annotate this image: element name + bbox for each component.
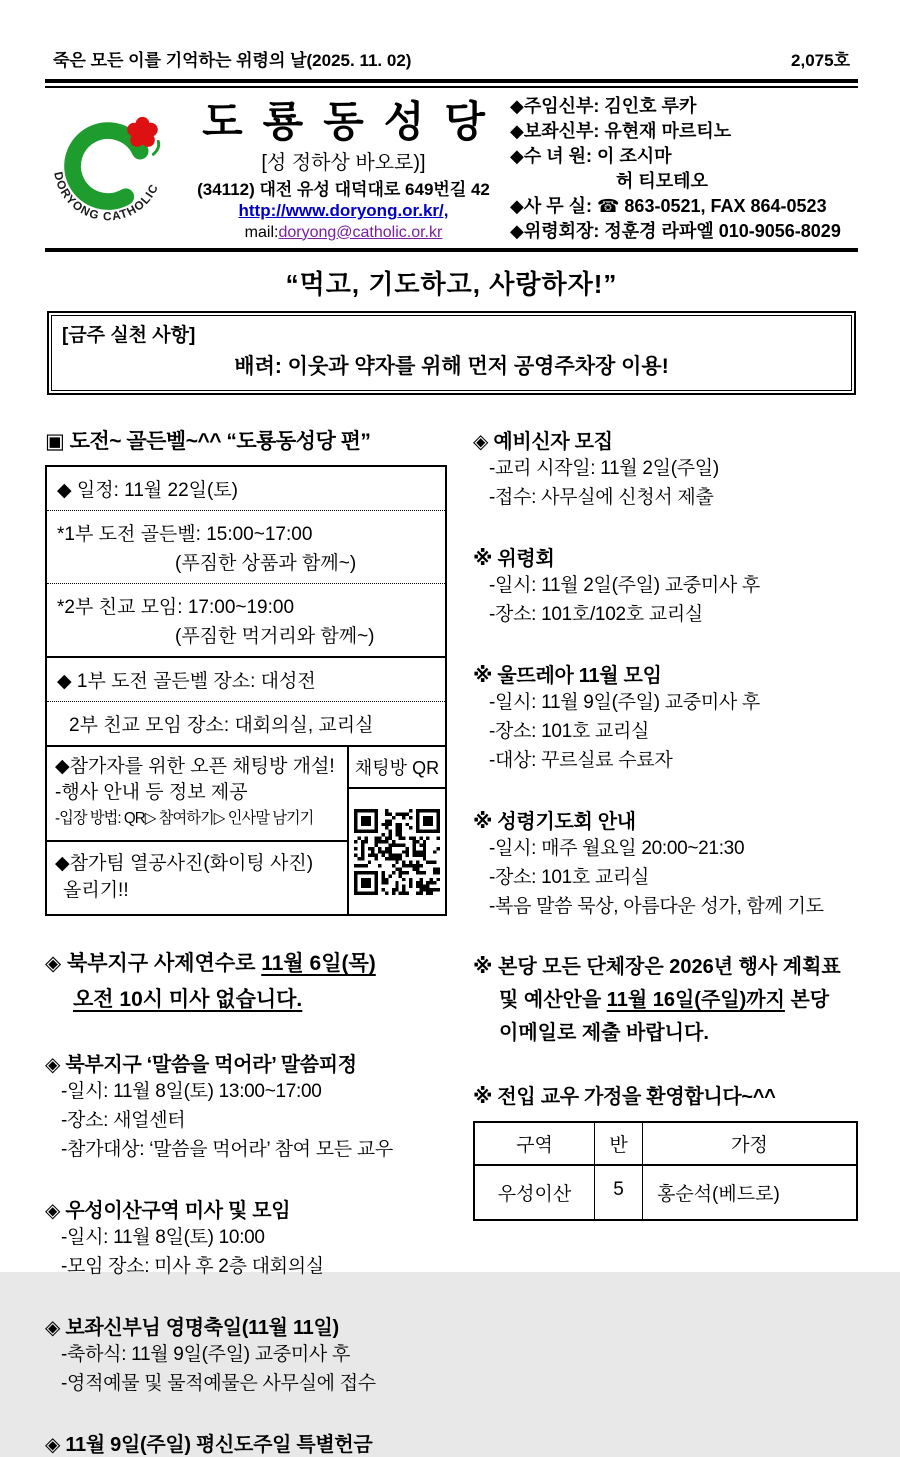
mail-label: mail:	[244, 223, 279, 241]
website-link[interactable]: http://www.doryong.or.kr/,	[238, 201, 449, 221]
qr-label: 채팅방 QR	[349, 747, 445, 789]
gb-part2-row	[47, 584, 445, 658]
wiryeonghoe-line: -장소: 101호/102호 교리실	[489, 604, 703, 625]
practice-box	[47, 311, 856, 395]
contact-pastor: ◆주임신부: 김인호 루카	[510, 96, 697, 116]
word-retreat-title: ◈ 북부지구 ‘말씀을 먹어라’ 말씀피정	[45, 1054, 357, 1076]
wooseong-line: -모임 장소: 미사 후 2층 대회의실	[61, 1256, 324, 1277]
cell-family: 홍순석(베드로)	[657, 1184, 780, 1205]
feast-line: -축하식: 11월 9일(주일) 교중미사 후	[61, 1344, 351, 1365]
memorial-day-text: 죽은 모든 이를 기억하는 위령의 날(2025. 11. 02)	[53, 51, 412, 70]
transfer-table-row	[475, 1166, 856, 1219]
gb-part1-row	[47, 511, 445, 584]
section-ultreya	[473, 659, 858, 775]
top-header	[45, 46, 858, 79]
gb-photo-info	[47, 842, 347, 914]
masthead-center	[177, 96, 510, 243]
patron-saint: [성 정하상 바오로)]	[261, 152, 426, 174]
issue-number: 2,075호	[791, 51, 850, 70]
section-wiryeonghoe	[473, 542, 858, 629]
no-mass-line2: 오전 10시 미사 없습니다.	[73, 988, 303, 1011]
ultreya-line: -장소: 101호 교리실	[489, 721, 650, 742]
feast-line: -영적예물 및 물적예물은 사무실에 접수	[61, 1373, 376, 1394]
plan-deadline: 11월 16일(주일)까지	[606, 989, 785, 1011]
wiryeonghoe-line: -일시: 11월 2일(주일) 교중미사 후	[489, 575, 760, 596]
col-header-family: 가정	[731, 1135, 768, 1156]
gb-chat-line2: -행사 안내 등 정보 제공	[55, 782, 248, 803]
holy-spirit-line: -일시: 매주 월요일 20:00~21:30	[489, 838, 745, 859]
mail-line	[177, 223, 510, 243]
section-feast-day	[45, 1311, 447, 1398]
plan-line1: ※ 본당 모든 단체장은 2026년 행사 계획표	[473, 956, 841, 978]
header-divider	[45, 79, 858, 88]
no-mass-date: 11월 6일(목)	[261, 952, 376, 975]
catechumen-title: ◈ 예비신자 모집	[473, 431, 613, 453]
transfer-table-header	[475, 1123, 856, 1166]
doryong-logo-icon	[47, 103, 175, 235]
section-plan-submit	[473, 951, 858, 1050]
golden-bell-table	[45, 465, 447, 916]
section-no-mass	[45, 946, 447, 1018]
gb-part1-line: *1부 도전 골든벨: 15:00~17:00	[57, 524, 313, 545]
website-line	[177, 200, 510, 221]
logo-arc-text: DORYONG CATHOLIC	[51, 170, 162, 224]
gb-chat-info	[47, 747, 347, 842]
contact-info	[510, 94, 858, 244]
gb-place1-row: ◆ 1부 도전 골든벨 장소: 대성전	[47, 658, 445, 702]
plan-line2-post: 본당	[784, 989, 830, 1011]
mail-link[interactable]: doryong@catholic.or.kr	[278, 223, 443, 241]
welcome-title: ※ 전입 교우 가정을 환영합니다~^^	[473, 1086, 776, 1108]
gb-chat-line1: ◆참가자를 위한 오픈 채팅방 개설!	[55, 756, 335, 777]
gb-part2-line: *2부 친교 모임: 17:00~19:00	[57, 597, 295, 618]
col-header-district: 구역	[475, 1123, 595, 1164]
word-retreat-line: -참가대상: ‘말씀을 먹어라’ 참여 모든 교우	[61, 1139, 393, 1160]
gb-schedule-row: ◆ 일정: 11월 22일(토)	[47, 467, 445, 511]
contact-wiryeong-chair: ◆위령회장: 정훈경 라파엘 010-9056-8029	[510, 221, 841, 241]
church-logo	[45, 103, 177, 235]
chatroom-qr-code	[354, 809, 440, 895]
holy-spirit-title: ※ 성령기도회 안내	[473, 811, 636, 833]
no-mass-pre: ◈ 북부지구 사제연수로	[45, 952, 262, 975]
section-special-offering	[45, 1428, 447, 1457]
gb-chat-section	[47, 747, 445, 914]
contact-convent: ◆수 녀 원: 이 조시마	[510, 146, 672, 166]
slogan: “먹고, 기도하고, 사랑하자!”	[285, 269, 618, 299]
wooseong-title: ◈ 우성이산구역 미사 및 모임	[45, 1200, 291, 1222]
transfer-family-table	[473, 1121, 858, 1221]
section-welcome	[473, 1080, 858, 1221]
practice-text: 배려: 이웃과 약자를 위해 먼저 공영주차장 이용!	[234, 355, 669, 378]
wiryeonghoe-title: ※ 위령회	[473, 548, 555, 570]
church-name: 도룡동성당	[202, 97, 505, 145]
gb-part2-sub: (푸짐한 먹거리와 함께~)	[175, 626, 375, 647]
gb-part1-sub: (푸짐한 상품과 함께~)	[175, 553, 357, 574]
plan-line3: 이메일로 제출 바랍니다.	[499, 1022, 709, 1044]
gb-chat-line3: -입장 방법: QR▷ 참여하기▷ 인사말 남기기	[55, 810, 314, 827]
ultreya-title: ※ 울뜨레아 11월 모임	[473, 665, 662, 687]
masthead	[45, 88, 858, 248]
contact-assistant-pastor: ◆보좌신부: 유현재 마르티노	[510, 121, 732, 141]
left-column	[45, 425, 447, 1457]
col-header-group: 반	[595, 1123, 643, 1164]
section-holy-spirit	[473, 805, 858, 921]
gb-photo-line1: ◆참가팀 열공사진(화이팅 사진)	[55, 853, 314, 874]
gb-place2-row: 2부 친교 모임 장소: 대회의실, 교리실	[47, 702, 445, 747]
section-word-retreat	[45, 1048, 447, 1164]
golden-bell-title: ▣ 도전~ 골든벨~^^ “도룡동성당 편”	[45, 430, 371, 453]
word-retreat-line: -일시: 11월 8일(토) 13:00~17:00	[61, 1081, 322, 1102]
church-address: (34112) 대전 유성 대덕대로 649번길 42	[197, 180, 490, 199]
gb-photo-line2: 올리기!!	[63, 880, 129, 901]
ultreya-line: -일시: 11월 9일(주일) 교중미사 후	[489, 692, 760, 713]
content-columns	[45, 425, 858, 1457]
section-catechumen	[473, 425, 858, 512]
catechumen-line: -교리 시작일: 11월 2일(주일)	[489, 458, 719, 479]
cell-district: 우성이산	[475, 1166, 595, 1219]
ultreya-line: -대상: 꾸르실료 수료자	[489, 750, 673, 771]
practice-label: [금주 실천 사항]	[62, 325, 196, 346]
masthead-divider	[45, 248, 858, 252]
contact-convent-2: 허 티모테오	[616, 171, 708, 191]
word-retreat-line: -장소: 새얼센터	[61, 1110, 186, 1131]
feast-title: ◈ 보좌신부님 영명축일(11월 11일)	[45, 1317, 339, 1339]
catechumen-line: -접수: 사무실에 신청서 제출	[489, 487, 714, 508]
cell-group: 5	[595, 1166, 643, 1219]
plan-line2-pre: 및 예산안을	[499, 989, 607, 1011]
holy-spirit-line: -복음 말씀 묵상, 아름다운 성가, 함께 기도	[489, 896, 824, 917]
right-column	[473, 425, 858, 1457]
contact-office: ◆사 무 실: ☎ 863-0521, FAX 864-0523	[510, 196, 827, 216]
special-offering-title: ◈ 11월 9일(주일) 평신도주일 특별헌금	[45, 1434, 373, 1456]
section-wooseong-mass	[45, 1194, 447, 1281]
wooseong-line: -일시: 11월 8일(토) 10:00	[61, 1227, 265, 1248]
holy-spirit-line: -장소: 101호 교리실	[489, 867, 650, 888]
